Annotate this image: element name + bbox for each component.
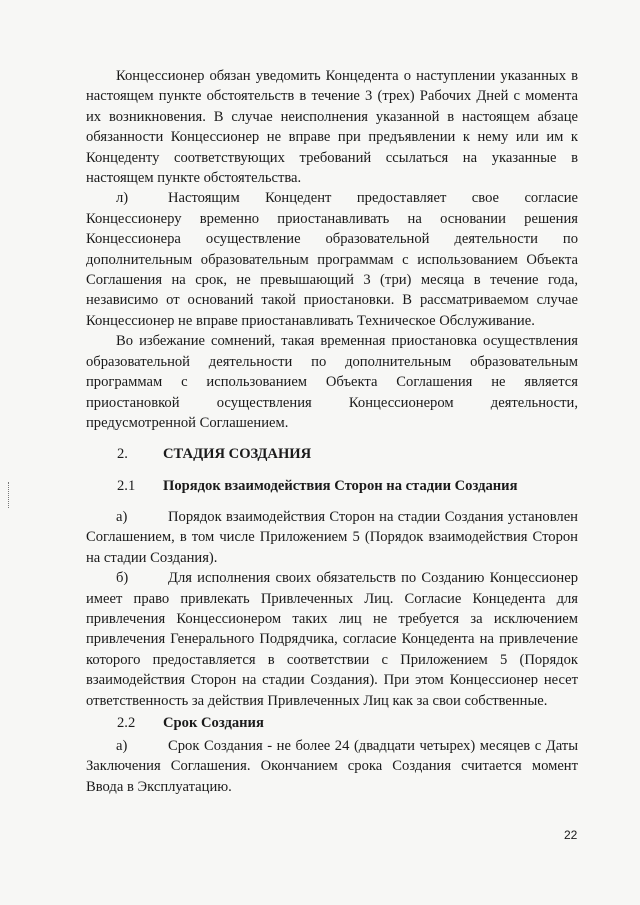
item-label-l: л) xyxy=(116,190,129,207)
paragraph-l xyxy=(86,188,578,331)
text-block-1 xyxy=(86,66,578,433)
section-title-2-2: Срок Создания xyxy=(163,715,264,731)
item-text-term: Срок Создания - не более 24 (двадцати четырех) месяцев с Даты Заключения Соглашения. Окончанием срока Создания считается момент Ввода в Эксплуатацию. xyxy=(86,738,578,795)
paragraph-notification: Концессионер обязан уведомить Концедента о наступлении указанных в настоящем пункте обстоятельств в течение 3 (трех) Рабочих Дней с момента их возникновения. В случае неисполнения указанной в настоящем абзаце обязанности Концессионер не вправе при предъявлении к нему или им к Концеденту соответствующих требований ссылаться на указанные в настоящем пункте обстоятельства. xyxy=(86,68,578,187)
paragraph-a xyxy=(86,507,578,568)
item-text-a: Порядок взаимодействия Сторон на стадии Создания установлен Соглашением, в том числе Приложением 5 (Порядок взаимодействия Сторон на стадии Создания). xyxy=(86,509,578,566)
item-label-a: а) xyxy=(116,509,128,525)
item-text-l: Настоящим Концедент предоставляет свое согласие Концессионеру временно приостанавливать на основании решения Концессионера осуществление образовательной деятельности по дополнительным образовательным программам с использованием Объекта Соглашения на срок, не превышающий 3 (три) месяца в течение года, независимо от оснований такой приостановки. В рассматриваемом случае Концессионер не вправе приостанавливать Техническое Обслуживание. xyxy=(86,190,578,329)
section-title-2-1: Порядок взаимодействия Сторон на стадии Создания xyxy=(163,478,518,494)
item-text-b: Для исполнения своих обязательств по Созданию Концессионер имеет право привлекать Привлеченных Лиц. Согласие Концедента для привлечения Концессионером таких лиц не требуется за исключением привлечения Генерального Подрядчика, согласие Концедента на привлечение которого предоставляется в соответствии с Приложением 5 (Порядок взаимодействия Сторон на стадии Создания). При этом Концессионер несет ответственность за действия Привлеченных Лиц как за свои собственные. xyxy=(86,570,578,709)
section-title-2: СТАДИЯ СОЗДАНИЯ xyxy=(163,446,312,462)
text-block-2 xyxy=(86,507,578,711)
paragraph-term xyxy=(86,736,578,797)
section-number-2: 2. xyxy=(117,446,128,462)
item-label-term: а) xyxy=(116,738,128,754)
scan-margin-mark xyxy=(8,482,10,508)
section-number-2-2: 2.2 xyxy=(117,715,136,731)
section-number-2-1: 2.1 xyxy=(117,478,136,494)
paragraph-clarification: Во избежание сомнений, такая временная приостановка осуществления образовательной деятельности по дополнительным образовательным программам с использованием Объекта Соглашения не является приостановкой осуществления Концессионером деятельности, предусмотренной Соглашением. xyxy=(86,333,578,431)
paragraph-b xyxy=(86,568,578,711)
page-number: 22 xyxy=(564,828,578,842)
item-label-b: б) xyxy=(116,570,129,587)
text-block-3 xyxy=(86,736,578,797)
